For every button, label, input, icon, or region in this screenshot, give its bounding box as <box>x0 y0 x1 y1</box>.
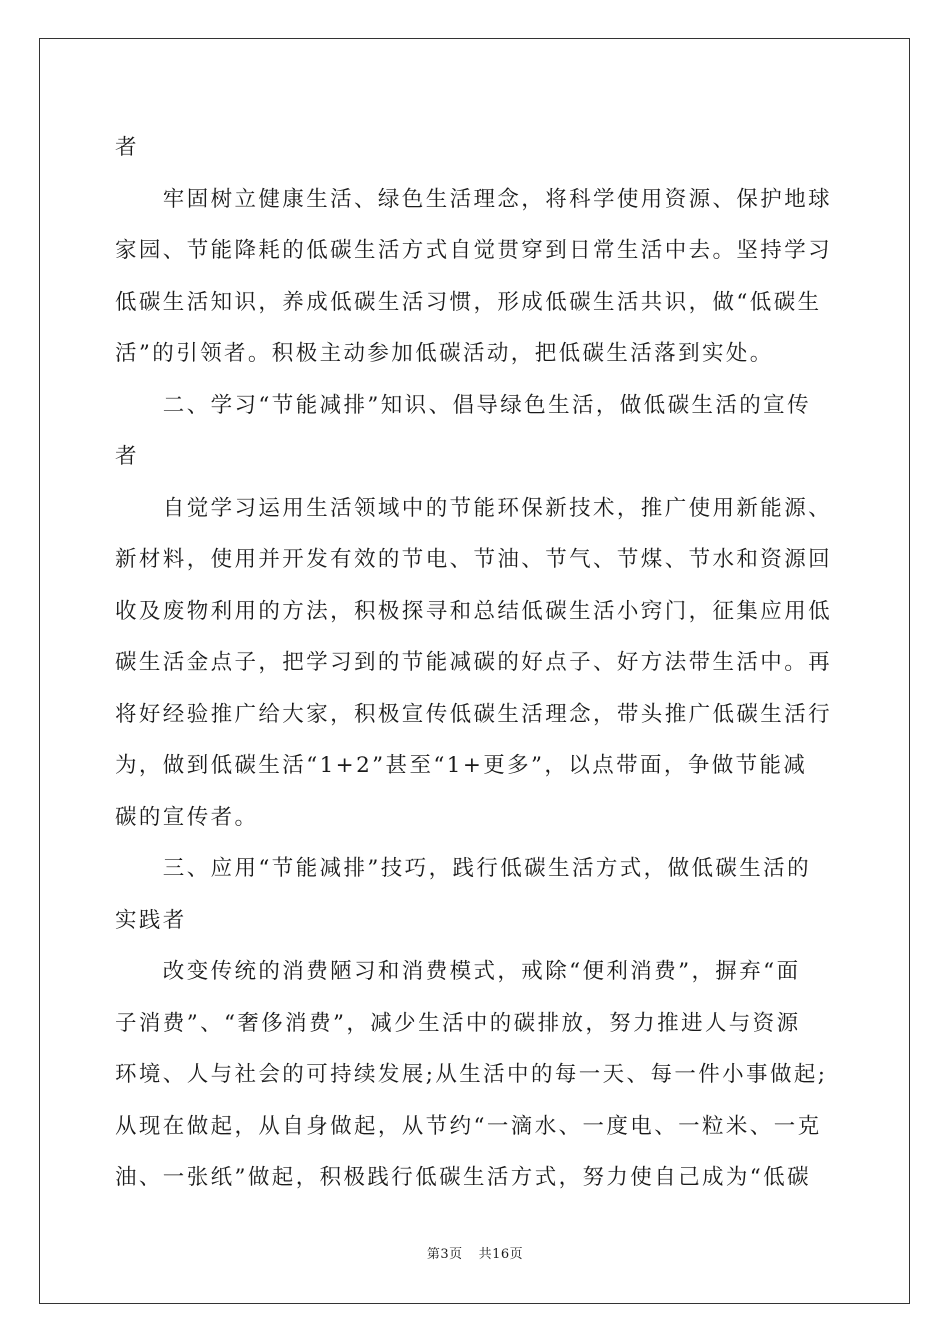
text-line: 新材料，使用并开发有效的节电、节油、节气、节煤、节水和资源回 <box>115 547 833 572</box>
current-page-number: 第3页 <box>426 1247 463 1262</box>
text-line: 环境、人与社会的可持续发展;从生活中的每一天、每一件小事做起; <box>115 1062 828 1087</box>
text-line: 活”的引领者。积极主动参加低碳活动，把低碳生活落到实处。 <box>115 341 774 366</box>
text-line: 者 <box>115 135 139 160</box>
text-line: 将好经验推广给大家，积极宣传低碳生活理念，带头推广低碳生活行 <box>115 701 833 727</box>
text-line: 从现在做起，从自身做起，从节约“一滴水、一度电、一粒米、一克 <box>115 1113 822 1139</box>
text-line: 低碳生活知识，养成低碳生活习惯，形成低碳生活共识，做“低碳生 <box>115 289 822 315</box>
text-line: 为，做到低碳生活“1+2”甚至“1+更多”，以点带面，争做节能减 <box>115 753 808 778</box>
section-heading-2: 二、学习“节能减排”知识、倡导绿色生活，做低碳生活的宣传 <box>115 392 811 418</box>
section-heading-2-cont: 者 <box>115 444 139 469</box>
text-line: 收及废物利用的方法，积极探寻和总结低碳生活小窍门，征集应用低 <box>115 598 833 624</box>
page-footer <box>0 1246 950 1264</box>
text-line: 改变传统的消费陋习和消费模式，戒除“便利消费”，摒弃“面 <box>115 959 801 984</box>
text-line: 碳生活金点子，把学习到的节能减碳的好点子、好方法带生活中。再 <box>115 650 833 675</box>
section-heading-3: 三、应用“节能减排”技巧，践行低碳生活方式，做低碳生活的 <box>115 856 811 881</box>
text-line: 子消费”、“奢侈消费”，减少生活中的碳排放，努力推进人与资源 <box>115 1010 801 1036</box>
text-line: 油、一张纸”做起，积极践行低碳生活方式，努力使自己成为“低碳 <box>115 1165 811 1190</box>
text-line: 碳的宣传者。 <box>115 804 259 830</box>
section-heading-3-cont: 实践者 <box>115 907 187 933</box>
document-body <box>115 122 833 1204</box>
text-line: 家园、节能降耗的低碳生活方式自觉贯穿到日常生活中去。坚持学习 <box>115 238 833 263</box>
text-line: 自觉学习运用生活领域中的节能环保新技术，推广使用新能源、 <box>115 495 833 521</box>
total-page-count: 共16页 <box>478 1247 524 1262</box>
text-line: 牢固树立健康生活、绿色生活理念，将科学使用资源、保护地球 <box>115 186 833 212</box>
